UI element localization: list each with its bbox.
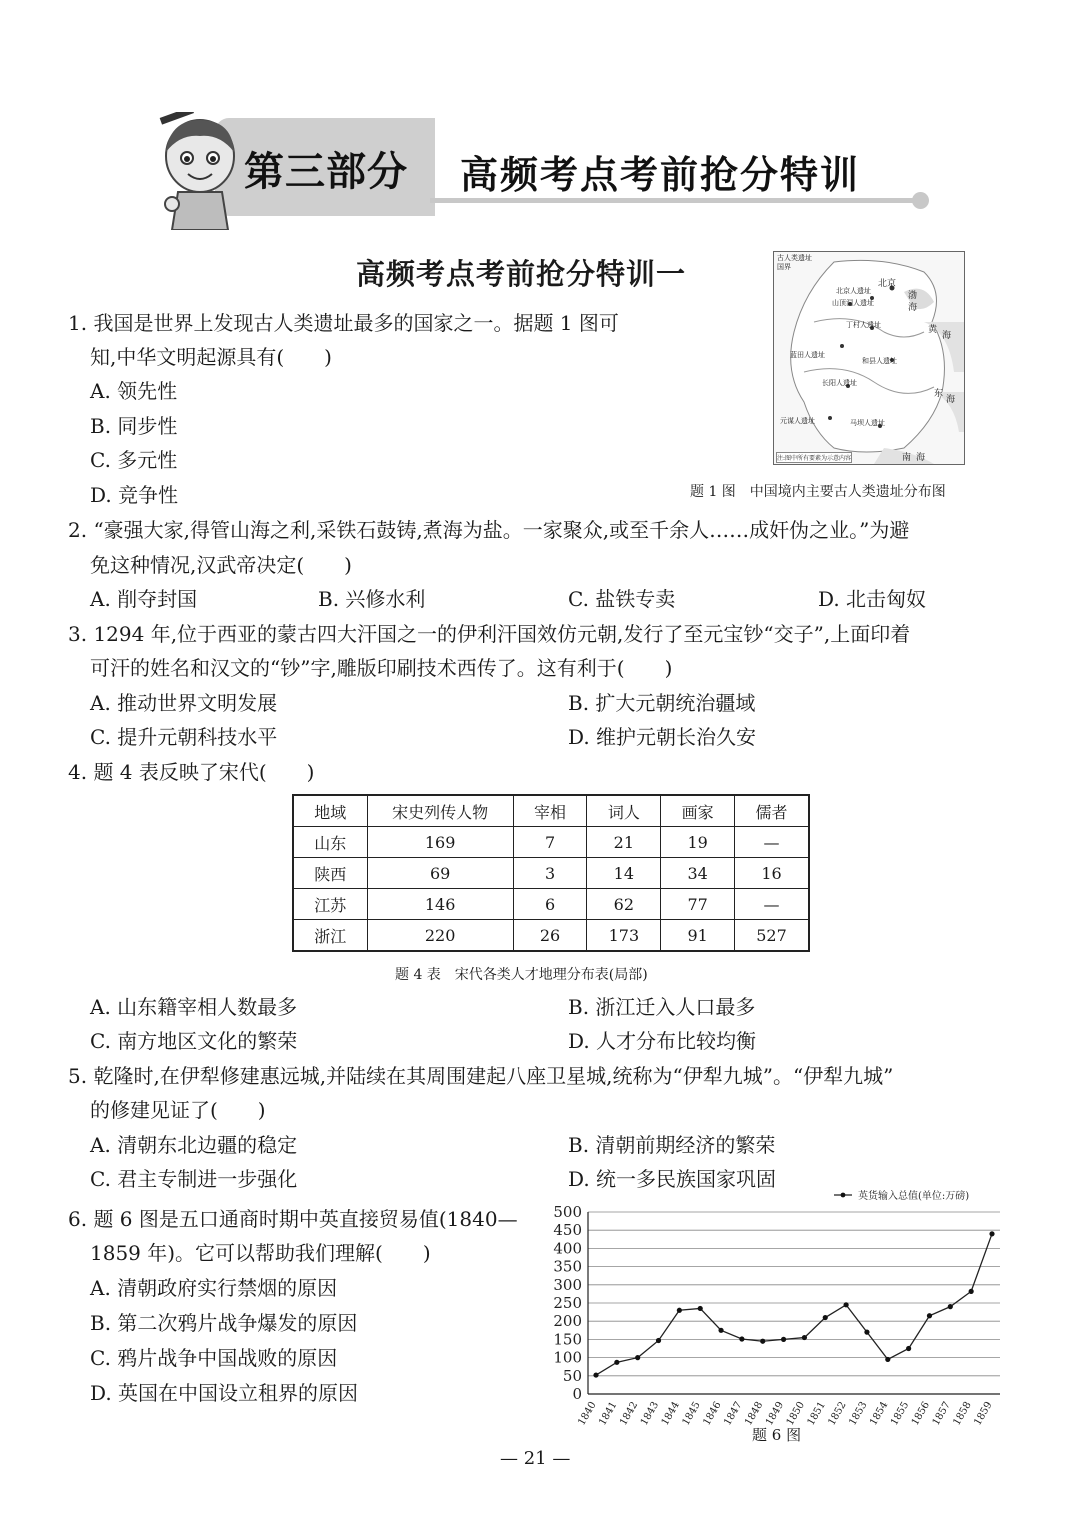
x-tick-label: 1857 [930,1400,953,1428]
x-tick-label: 1847 [722,1400,745,1428]
table-cell: 527 [735,920,809,952]
map-label: 山顶洞人遗址 [832,299,874,307]
q4-stem: 4. 题 4 表反映了宋代( ) [68,760,315,784]
map-label: 黄 [928,325,938,335]
table-header-cell: 地域 [293,795,367,827]
x-tick-label: 1844 [659,1400,682,1428]
data-point [948,1304,953,1309]
data-point [698,1306,703,1311]
map-label: 海 [908,303,918,313]
series-line [596,1234,992,1375]
q5-option-d[interactable]: D. 统一多民族国家巩固 [568,1167,777,1191]
map-footnote: 注:图中所有要素为示意内容 [776,452,852,463]
q6-option-b[interactable]: B. 第二次鸦片战争爆发的原因 [90,1311,358,1335]
map-label: 马坝人遗址 [850,419,885,427]
q5-stem-line-2: 的修建见证了( ) [90,1098,266,1122]
y-tick-label: 400 [553,1239,582,1258]
table-header-cell: 宋史列传人物 [367,795,513,827]
y-tick-label: 200 [553,1312,582,1331]
data-point [906,1346,911,1351]
table-cell: 山东 [293,827,367,858]
table-header-cell: 儒者 [735,795,809,827]
q4-option-c[interactable]: C. 南方地区文化的繁荣 [90,1029,298,1053]
q2-stem-line-2: 免这种情况,汉武帝决定( ) [90,553,352,577]
table-cell: 34 [661,858,735,889]
map-legend-item: 国界 [777,263,791,271]
data-point [635,1355,640,1360]
data-point [989,1231,994,1236]
map-legend [777,254,812,272]
x-tick-label: 1850 [784,1400,808,1428]
table-cell: — [735,889,809,920]
map-label: 东 [934,389,944,399]
x-tick-label: 1849 [763,1400,787,1428]
q6-option-a[interactable]: A. 清朝政府实行禁烟的原因 [90,1276,338,1300]
ancient-sites-map [773,251,965,465]
q2-stem-line-1: 2. “豪强大家,得管山海之利,采铁石鼓铸,煮海为盐。一家聚众,或至千余人……成奸伪之业。”为避 [68,518,910,542]
q4-option-b[interactable]: B. 浙江迁入人口最多 [568,995,756,1019]
q2-option-a[interactable]: A. 削夺封国 [90,587,198,611]
q6-stem-line-2: 1859 年)。它可以帮助我们理解( ) [90,1241,431,1265]
table-cell: 江苏 [293,889,367,920]
figure-1-caption: 题 1 图 中国境内主要古人类遗址分布图 [690,484,946,500]
table-cell: 173 [587,920,661,952]
q1-stem-line-2: 知,中华文明起源具有( ) [90,345,332,369]
table-cell: 169 [367,827,513,858]
map-label: 海 [916,453,926,463]
data-point [677,1308,682,1313]
table-cell: 146 [367,889,513,920]
figure-6-caption: 题 6 图 [752,1426,802,1444]
data-point [885,1357,890,1362]
x-tick-label: 1842 [618,1400,641,1428]
table-cell: 7 [513,827,587,858]
x-tick-label: 1854 [868,1400,891,1428]
q1-option-c[interactable]: C. 多元性 [90,448,178,472]
table-cell: 62 [587,889,661,920]
map-label: 渤 [908,291,918,301]
y-tick-label: 500 [553,1203,582,1221]
data-point [864,1330,869,1335]
q4-option-d[interactable]: D. 人才分布比较均衡 [568,1029,757,1053]
q3-stem-line-2: 可汗的姓名和汉文的“钞”字,雕版印刷技术西传了。这有利于( ) [90,656,673,680]
x-tick-label: 1856 [909,1400,933,1428]
page-number: — 21 — [500,1448,571,1469]
table-header-cell: 宰相 [513,795,587,827]
q5-option-a[interactable]: A. 清朝东北边疆的稳定 [90,1133,298,1157]
trade-value-line-chart [548,1185,1008,1430]
table-header-row [293,795,809,827]
x-tick-label: 1846 [701,1400,724,1428]
q6-option-d[interactable]: D. 英国在中国设立租界的原因 [90,1381,359,1405]
map-label: 海 [942,331,952,341]
banner-dot [912,192,929,209]
q3-option-b[interactable]: B. 扩大元朝统治疆域 [568,691,756,715]
table-cell: 3 [513,858,587,889]
y-tick-label: 100 [553,1348,582,1367]
data-point [927,1313,932,1318]
x-tick-label: 1843 [638,1400,662,1428]
q5-stem-line-1: 5. 乾隆时,在伊犁修建惠远城,并陆续在其周围建起八座卫星城,统称为“伊犁九城”。“伊犁九城” [68,1064,894,1088]
table-row [293,827,809,858]
y-tick-label: 350 [553,1257,582,1276]
table-row [293,889,809,920]
data-point [844,1302,849,1307]
table-cell: 26 [513,920,587,952]
x-tick-label: 1859 [972,1400,995,1428]
table-cell: 21 [587,827,661,858]
legend-marker [841,1193,846,1198]
q5-option-b[interactable]: B. 清朝前期经济的繁荣 [568,1133,776,1157]
q6-stem-line-1: 6. 题 6 图是五口通商时期中英直接贸易值(1840— [68,1207,518,1231]
part-label: 第三部分 [244,149,408,195]
table-4-caption: 题 4 表 宋代各类人才地理分布表(局部) [395,967,648,983]
y-tick-label: 300 [553,1275,582,1294]
table-cell: 浙江 [293,920,367,952]
data-point [781,1337,786,1342]
map-label: 北京人遗址 [836,287,871,295]
y-tick-label: 450 [553,1221,582,1240]
table-cell: 19 [661,827,735,858]
table-row [293,920,809,952]
map-legend-item: 古人类遗址 [777,254,812,262]
map-label: 丁村人遗址 [846,321,881,329]
data-point [760,1339,765,1344]
table-cell: 77 [661,889,735,920]
y-tick-label: 50 [562,1366,582,1385]
q3-option-a[interactable]: A. 推动世界文明发展 [90,691,278,715]
map-label: 海 [946,395,956,405]
q2-option-b[interactable]: B. 兴修水利 [318,587,426,611]
y-tick-label: 150 [553,1330,582,1349]
map-label: 蓝田人遗址 [790,351,825,359]
table-row [293,858,809,889]
table-header-cell: 词人 [587,795,661,827]
map-label: 长阳人遗址 [822,379,857,387]
table-header-cell: 画家 [661,795,735,827]
q3-stem-line-1: 3. 1294 年,位于西亚的蒙古四大汗国之一的伊利汗国效仿元朝,发行了至元宝钞“交子”,上面印着 [68,622,911,646]
q5-option-c[interactable]: C. 君主专制进一步强化 [90,1167,298,1191]
data-point [614,1360,619,1365]
x-tick-label: 1852 [826,1400,849,1428]
data-point [969,1289,974,1294]
q3-option-c[interactable]: C. 提升元朝科技水平 [90,725,278,749]
q2-option-c[interactable]: C. 盐铁专卖 [568,587,676,611]
q4-option-a[interactable]: A. 山东籍宰相人数最多 [90,995,298,1019]
x-tick-label: 1858 [951,1400,974,1428]
map-label: 南 [902,453,912,463]
map-label: 元谋人遗址 [780,417,815,425]
x-tick-label: 1853 [847,1400,870,1428]
q1-option-d[interactable]: D. 竞争性 [90,483,179,507]
table-cell: 220 [367,920,513,952]
table-cell: 6 [513,889,587,920]
map-label: 和县人遗址 [862,357,897,365]
q2-option-d[interactable]: D. 北击匈奴 [818,587,927,611]
legend-label: 英货输入总值(单位:万磅) [858,1191,970,1202]
data-point [739,1336,744,1341]
table-cell: 91 [661,920,735,952]
banner-title: 高频考点考前抢分特训 [460,153,861,197]
table-cell: 14 [587,858,661,889]
data-point [718,1328,723,1333]
data-point [802,1335,807,1340]
student-mascot-icon [150,112,250,230]
x-tick-label: 1851 [805,1400,828,1428]
x-tick-label: 1840 [576,1400,599,1428]
x-tick-label: 1845 [680,1400,703,1428]
q1-option-b[interactable]: B. 同步性 [90,414,178,438]
map-label: 北京 [878,279,897,289]
q1-stem-line-1: 1. 我国是世界上发现古人类遗址最多的国家之一。据题 1 图可 [68,311,619,335]
data-point [656,1338,661,1343]
table-cell: 陕西 [293,858,367,889]
table-cell: 16 [735,858,809,889]
x-tick-label: 1841 [597,1400,620,1428]
data-point [593,1372,598,1377]
q1-option-a[interactable]: A. 领先性 [90,379,178,403]
q3-option-d[interactable]: D. 维护元朝长治久安 [568,725,757,749]
data-point [823,1315,828,1320]
talent-distribution-table [292,794,810,952]
page-title: 高频考点考前抢分特训一 [356,257,687,291]
table-cell: — [735,827,809,858]
table-cell: 69 [367,858,513,889]
y-tick-label: 250 [553,1294,582,1312]
y-tick-label: 0 [572,1385,582,1403]
q6-option-c[interactable]: C. 鸦片战争中国战败的原因 [90,1346,338,1370]
x-tick-label: 1848 [743,1400,766,1428]
x-tick-label: 1855 [888,1400,912,1428]
